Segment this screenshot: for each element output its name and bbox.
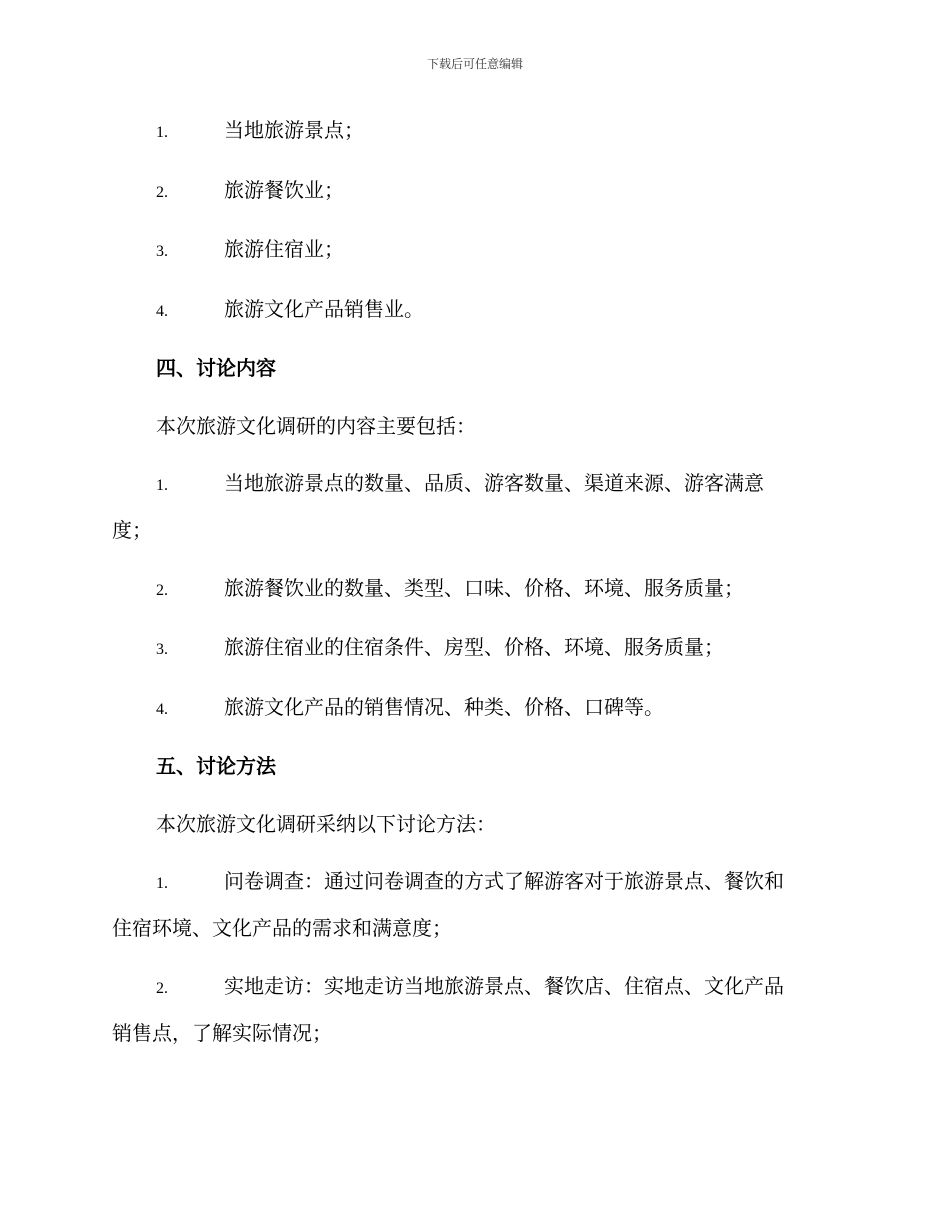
page-header: 下载后可任意编辑 xyxy=(426,57,523,71)
section-heading-discussion-content: 四、讨论内容 xyxy=(156,356,276,380)
list-number: 2. xyxy=(156,979,168,997)
list-text: 旅游住宿业的住宿条件、房型、价格、环境、服务质量； xyxy=(224,635,724,659)
list-number: 3. xyxy=(156,243,168,260)
list-text: 问卷调查：通过问卷调查的方式了解游客对于旅游景点、餐饮和 xyxy=(224,869,784,893)
list-text: 当地旅游景点的数量、品质、游客数量、渠道来源、游客满意 xyxy=(224,471,764,495)
list-text: 旅游文化产品销售业。 xyxy=(224,296,424,321)
list-text: 旅游餐饮业的数量、类型、口味、价格、环境、服务质量； xyxy=(224,575,744,600)
list-item xyxy=(112,859,842,951)
list-number: 3. xyxy=(156,641,168,658)
list-item xyxy=(112,461,842,553)
list-text: 当地旅游景点； xyxy=(224,118,364,142)
list-text-continued: 度； xyxy=(112,518,152,542)
list-item xyxy=(112,108,842,155)
list-text-continued: 住宿环境、文化产品的需求和满意度； xyxy=(112,916,452,940)
list-text: 旅游餐饮业； xyxy=(224,177,344,202)
list-item xyxy=(112,625,842,672)
list-item xyxy=(112,287,842,334)
list-text: 旅游文化产品的销售情况、种类、价格、口碑等。 xyxy=(224,694,664,719)
list-text-continued: 销售点，了解实际情况； xyxy=(112,1020,332,1045)
list-number: 1. xyxy=(156,477,168,494)
list-number: 4. xyxy=(156,700,168,718)
section-intro: 本次旅游文化调研的内容主要包括： xyxy=(156,413,476,438)
list-item xyxy=(112,964,842,1056)
list-text: 旅游住宿业； xyxy=(224,237,344,261)
section-heading-discussion-method: 五、讨论方法 xyxy=(156,754,276,778)
section-intro: 本次旅游文化调研采纳以下讨论方法： xyxy=(156,811,496,836)
list-number: 2. xyxy=(156,581,168,599)
list-number: 2. xyxy=(156,183,168,201)
list-number: 1. xyxy=(156,124,168,141)
list-item xyxy=(112,685,842,732)
document-body xyxy=(112,108,842,1068)
list-item xyxy=(112,168,842,215)
list-number: 1. xyxy=(156,875,168,892)
list-number: 4. xyxy=(156,302,168,320)
list-item xyxy=(112,566,842,613)
list-text: 实地走访：实地走访当地旅游景点、餐饮店、住宿点、文化产品 xyxy=(224,973,784,998)
list-item xyxy=(112,227,842,274)
